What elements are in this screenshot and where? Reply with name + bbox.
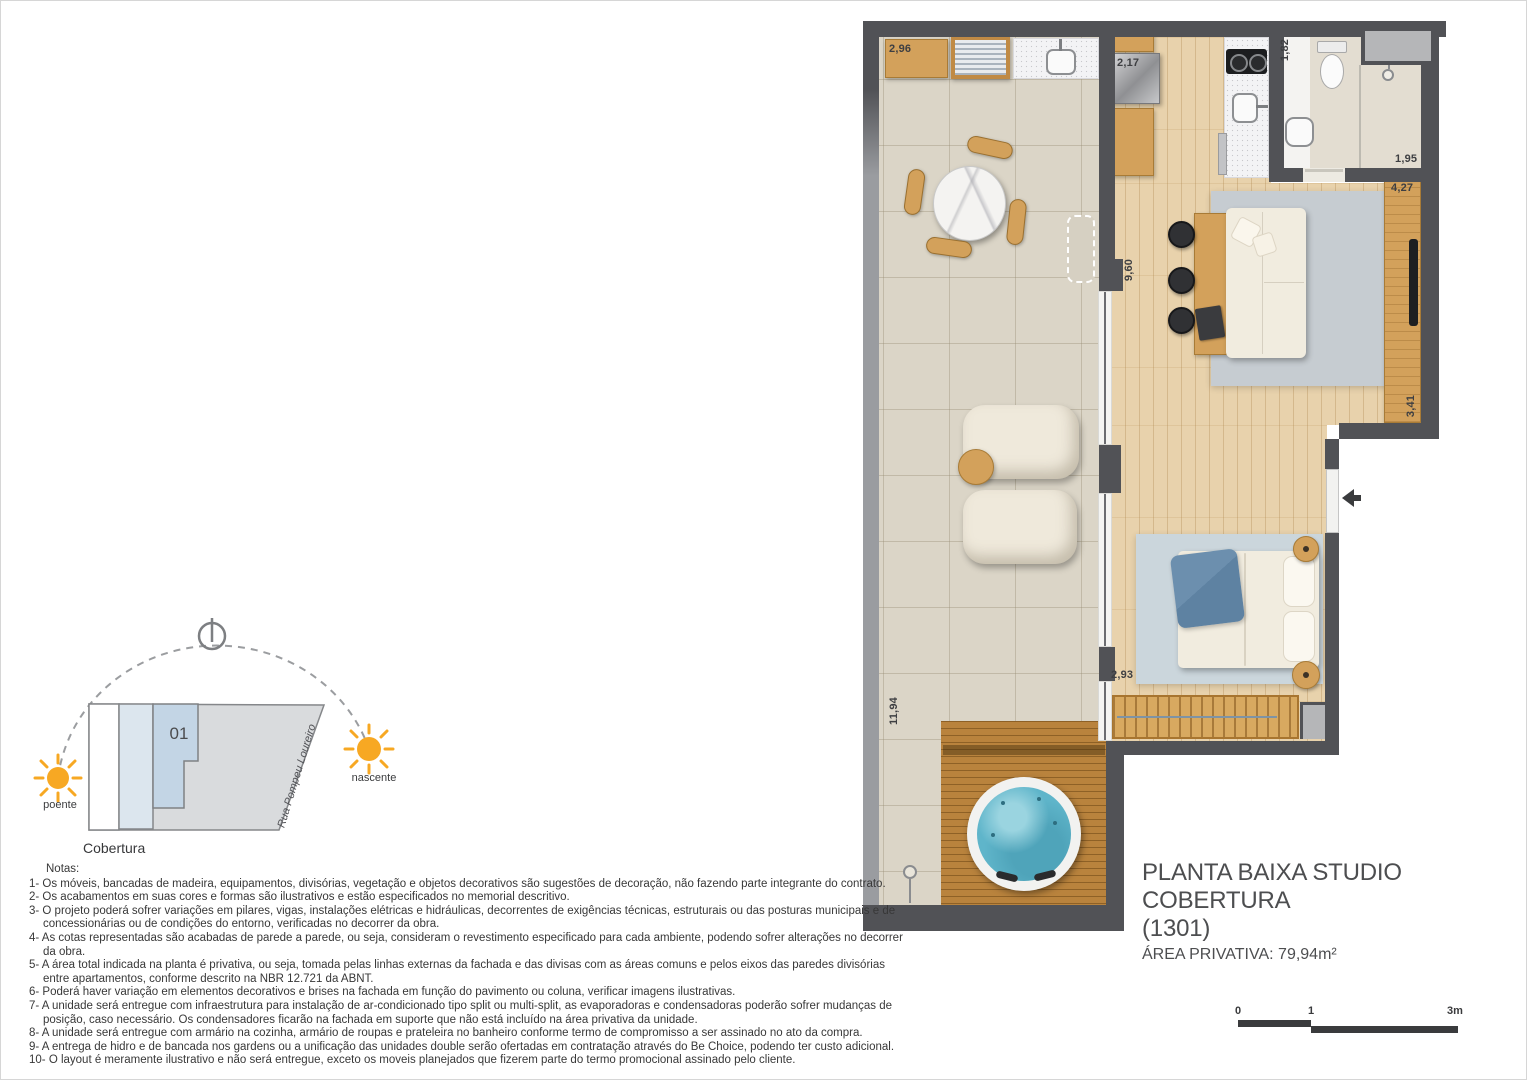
unit-number: 01 bbox=[169, 724, 189, 743]
kitchen-cabinet-low bbox=[1111, 108, 1154, 176]
compass-caption: Cobertura bbox=[83, 840, 146, 856]
street-name: Rua Pompeu Loureiro bbox=[275, 722, 319, 830]
jacuzzi-jet bbox=[991, 833, 995, 837]
divider-wall-upper bbox=[1099, 37, 1115, 289]
sofa-cushion-line bbox=[1264, 282, 1304, 283]
wall-bath-bottom-left bbox=[1269, 168, 1303, 182]
wall-bath-bottom-right bbox=[1345, 168, 1439, 182]
terrace-sink-icon bbox=[1046, 49, 1076, 75]
bed-blanket bbox=[1170, 548, 1245, 629]
bed-pillow bbox=[1283, 556, 1315, 607]
wall-bedroom-bottom bbox=[1106, 741, 1339, 755]
dim-label: 3,41 bbox=[1405, 394, 1417, 418]
note-item: 1- Os móveis, bancadas de madeira, equipamentos, divisórias, vegetação e objetos decorativos são sugestões de decoração, não fazendo parte integrante do contrato. bbox=[29, 877, 886, 890]
notes-block bbox=[29, 863, 913, 1068]
entry-door-leaf bbox=[1326, 469, 1339, 533]
toilet-bowl-icon bbox=[1320, 54, 1344, 89]
bedroom-shaft bbox=[1300, 702, 1327, 739]
scale-tick-0: 0 bbox=[1235, 1005, 1242, 1017]
sun-east-label: nascente bbox=[351, 772, 397, 784]
scale-bar bbox=[1231, 1005, 1471, 1039]
note-item: 4- As cotas representadas são acabadas de parede a parede, ou seja, consideram o revestimento especificado para cada ambiente, podendo sofrer alterações no decorrer da obra. bbox=[29, 931, 903, 958]
nightstand-lamp-icon bbox=[1303, 546, 1309, 552]
nightstand-lamp-icon bbox=[1303, 672, 1309, 678]
note-item: 7- A unidade será entregue com infraestrutura para instalação de ar-condicionado tipo split ou multi-split, as evaporadoras e condensadoras poderão sofrer mudanças de posição, caso necessário. Os condensadores ficarão na fachada em suporte que não está incluído na área privativa da unidade. bbox=[29, 999, 893, 1026]
notes-heading: Notas: bbox=[46, 863, 80, 875]
dining-table bbox=[933, 166, 1006, 241]
desk-stool bbox=[1168, 267, 1195, 294]
bathroom-shaft bbox=[1361, 31, 1431, 65]
private-area: ÁREA PRIVATIVA: 79,94m² bbox=[1142, 946, 1337, 963]
desk-stool bbox=[1168, 221, 1195, 248]
lounge-pouf bbox=[963, 490, 1077, 564]
title-block bbox=[1142, 859, 1522, 964]
sun-west-icon bbox=[35, 755, 81, 801]
dim-label: 2,93 bbox=[1111, 669, 1134, 681]
scale-tick-1: 1 bbox=[1308, 1005, 1315, 1017]
wall-right bbox=[1421, 37, 1439, 439]
jacuzzi-jet bbox=[1053, 821, 1057, 825]
compass-graphic bbox=[26, 596, 446, 871]
plan-title: PLANTA BAIXA STUDIO COBERTURA bbox=[1142, 859, 1402, 914]
building-wing-white bbox=[89, 704, 119, 830]
sun-east-icon bbox=[345, 725, 393, 773]
wardrobe bbox=[1111, 695, 1299, 739]
scale-tick-3m: 3m bbox=[1447, 1005, 1463, 1017]
bed-pillow bbox=[1283, 611, 1315, 662]
shower-head-icon bbox=[1382, 69, 1394, 81]
dim-label: 4,27 bbox=[1391, 182, 1414, 194]
laptop-icon bbox=[1195, 305, 1226, 341]
jacuzzi-jet bbox=[1037, 797, 1041, 801]
plan-unit: (1301) bbox=[1142, 915, 1211, 942]
wall-bedroom-right-lower bbox=[1325, 533, 1339, 741]
dim-label: 1,95 bbox=[1395, 153, 1418, 165]
note-item: 8- A unidade será entregue com armário na cozinha, armário de roupas e prateleira no banheiro conforme termo de compromisso a ser assinado no ato da compra. bbox=[29, 1027, 863, 1040]
wall-deck-right bbox=[1106, 755, 1124, 905]
dim-label: 1,82 bbox=[1279, 38, 1291, 62]
tv-icon bbox=[1409, 239, 1418, 326]
sliding-glass-door bbox=[1098, 291, 1112, 445]
note-item: 10- O layout é meramente ilustrativo e não será entregue, exceto os moveis planejados que fizerem parte do termo promocional assinado pelo cliente. bbox=[29, 1054, 796, 1067]
note-item: 2- Os acabamentos em suas cores e formas são ilustrativos e estão especificados no memorial descritivo. bbox=[29, 891, 570, 904]
planter-dashed-outline bbox=[1067, 215, 1095, 283]
kitchen-sink-icon bbox=[1232, 93, 1258, 123]
terrace-faucet-icon bbox=[1059, 39, 1062, 51]
deck-shadow-band bbox=[943, 745, 1105, 755]
sun-west-label: poente bbox=[43, 799, 77, 811]
desk-stool bbox=[1168, 307, 1195, 334]
cooktop-icon bbox=[1226, 49, 1267, 74]
duvet-seam bbox=[1244, 553, 1246, 666]
sliding-glass-door bbox=[1098, 493, 1112, 647]
building-wing-pale bbox=[119, 704, 153, 829]
dim-label: 2,17 bbox=[1117, 57, 1140, 69]
scale-bar-segment-1 bbox=[1238, 1020, 1311, 1027]
dim-label: 9,60 bbox=[1123, 258, 1135, 282]
wall-top bbox=[863, 21, 1446, 37]
sofa-pillow bbox=[1251, 231, 1277, 257]
wardrobe-rail bbox=[1117, 716, 1277, 718]
terrace-grill bbox=[951, 36, 1010, 79]
washbasin-icon bbox=[1285, 117, 1314, 147]
kitchen-faucet-icon bbox=[1256, 105, 1268, 108]
dim-label: 11,94 bbox=[888, 697, 900, 725]
shower-divider-line bbox=[1359, 65, 1361, 168]
wall-terrace-left-railing bbox=[863, 37, 879, 905]
divider-column bbox=[1099, 259, 1123, 291]
jacuzzi-jet bbox=[1001, 801, 1005, 805]
toilet-icon bbox=[1317, 41, 1347, 53]
dim-label: 2,96 bbox=[889, 43, 912, 55]
wall-step bbox=[1339, 423, 1439, 439]
divider-wall-mid bbox=[1099, 445, 1121, 493]
entry-arrow-shaft bbox=[1352, 495, 1361, 501]
orientation-diagram bbox=[1, 1, 501, 901]
note-item: 3- O projeto poderá sofrer variações em pilares, vigas, instalações elétricas e hidráulicas, decorrentes de exigências técnicas, estruturais ou das posturas municipais e de concessionárias ou de condições do entorno, verificadas no decorrer da obra. bbox=[29, 904, 896, 931]
dishwasher-front bbox=[1218, 133, 1227, 175]
note-item: 9- A entrega de hidro e de bancada nos gardens ou a unificação das unidades double serão ofertadas em contratação através do Be Choice, podendo ter custo adicional. bbox=[29, 1040, 895, 1053]
side-table bbox=[958, 449, 994, 485]
scale-bar-segment-2 bbox=[1311, 1026, 1458, 1033]
wall-bedroom-right-upper bbox=[1325, 439, 1339, 469]
sliding-glass-door bbox=[1098, 681, 1112, 741]
bath-door-leaf bbox=[1305, 169, 1343, 172]
note-item: 5- A área total indicada na planta é privativa, ou seja, tomada pelas linhas externas da fachada e das divisas com as áreas comuns e pelos eixos das paredes divisórias entre apartamentos, conforme descrito na NBR 12.721 da ABNT. bbox=[29, 959, 885, 985]
sofa bbox=[1226, 208, 1306, 358]
note-item: 6- Poderá haver variação em elementos decorativos e brises na fachada em função do pavimento ou coluna, verificar imagens ilustrativas. bbox=[29, 986, 736, 999]
